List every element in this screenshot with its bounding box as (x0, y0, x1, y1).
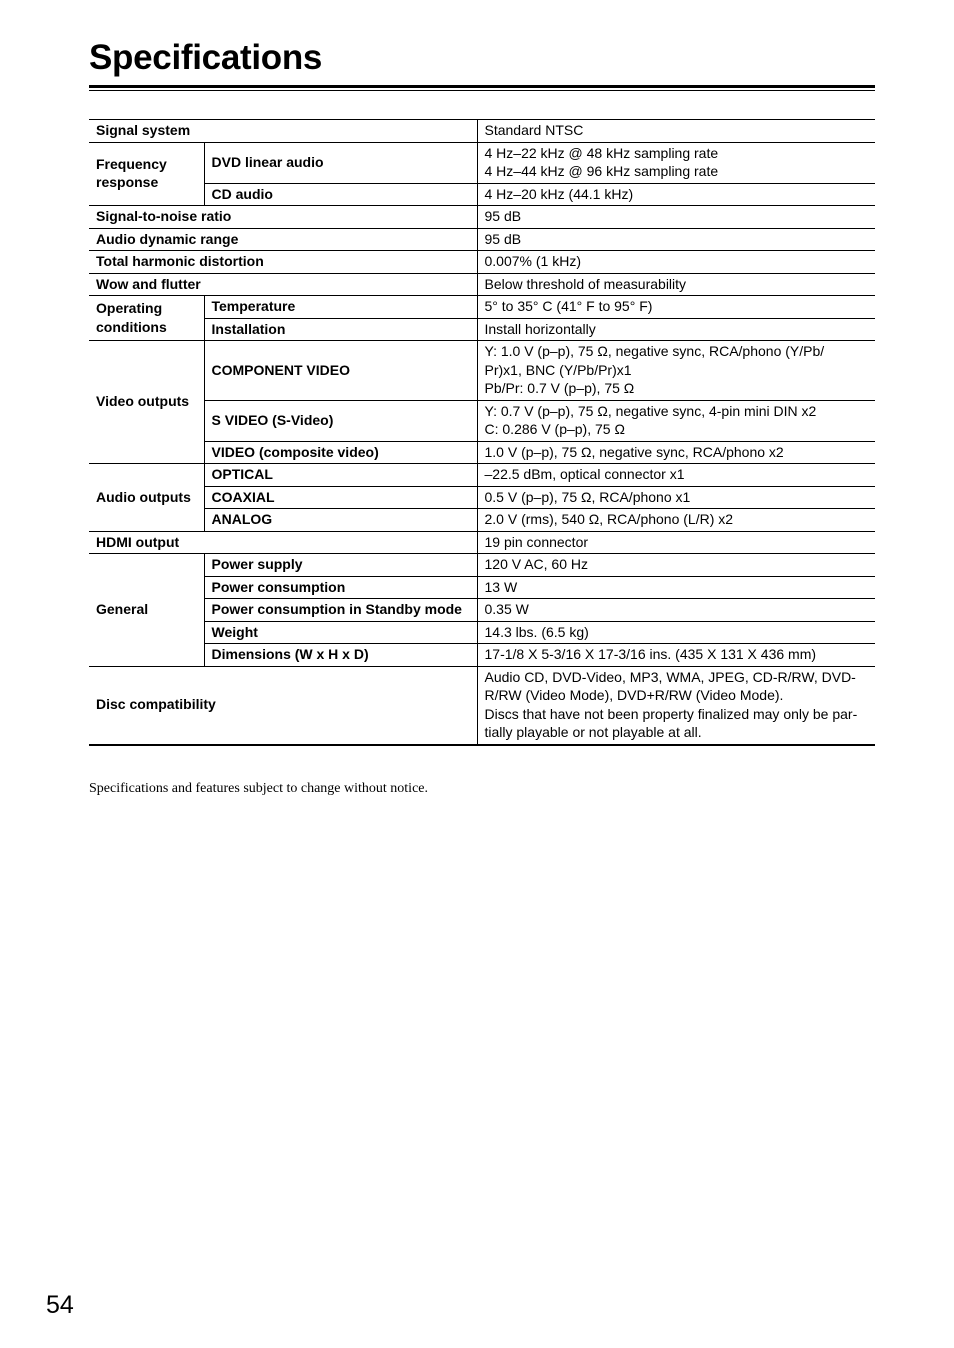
table-row (89, 400, 875, 441)
table-row (89, 621, 875, 644)
row-value (477, 142, 875, 183)
row-label: Wow and flutter (89, 273, 477, 296)
row-value: 19 pin connector (477, 531, 875, 554)
value-line: 4 Hz–44 kHz @ 96 kHz sampling rate (484, 163, 719, 179)
row-value: 120 V AC, 60 Hz (477, 554, 875, 577)
sub-label: Power supply (204, 554, 477, 577)
table-row (89, 486, 875, 509)
row-label: Disc compatibility (89, 666, 477, 745)
value-line: 4 Hz–22 kHz @ 48 kHz sampling rate (484, 144, 719, 161)
sub-label: Power consumption (204, 576, 477, 599)
value-line: Y: 0.7 V (p–p), 75 Ω, negative sync, 4-pin mini DIN x2 (484, 402, 817, 419)
table-row (89, 509, 875, 532)
row-value: –22.5 dBm, optical connector x1 (477, 464, 875, 487)
sub-label: Weight (204, 621, 477, 644)
sub-label: ANALOG (204, 509, 477, 532)
specifications-table (89, 119, 875, 746)
row-label: Audio outputs (89, 464, 204, 532)
table-row (89, 666, 875, 745)
table-row (89, 531, 875, 554)
sub-label: Temperature (204, 296, 477, 319)
row-value: Install horizontally (477, 318, 875, 341)
table-row (89, 599, 875, 622)
sub-label: Power consumption in Standby mode (204, 599, 477, 622)
value-line: Audio CD, DVD-Video, MP3, WMA, JPEG, CD-R/RW, DVD- (484, 668, 856, 685)
row-value: 0.35 W (477, 599, 875, 622)
row-value (477, 400, 875, 441)
table-row (89, 120, 875, 143)
value-line: tially playable or not playable at all. (484, 724, 702, 740)
table-row (89, 576, 875, 599)
table-row (89, 206, 875, 229)
row-value (477, 666, 875, 745)
row-label: Total harmonic distortion (89, 251, 477, 274)
table-row (89, 142, 875, 183)
table-row (89, 318, 875, 341)
row-value: 95 dB (477, 228, 875, 251)
value-line: Pr)x1, BNC (Y/Pb/Pr)x1 (484, 361, 632, 378)
table-row (89, 183, 875, 206)
row-value: Below threshold of measurability (477, 273, 875, 296)
table-row (89, 251, 875, 274)
row-value: 5° to 35° C (41° F to 95° F) (477, 296, 875, 319)
table-row (89, 341, 875, 401)
title-rule (89, 85, 875, 91)
row-value: 0.5 V (p–p), 75 Ω, RCA/phono x1 (477, 486, 875, 509)
row-value: 95 dB (477, 206, 875, 229)
row-label: HDMI output (89, 531, 477, 554)
sub-label: OPTICAL (204, 464, 477, 487)
row-value: Standard NTSC (477, 120, 875, 143)
row-label: General (89, 554, 204, 667)
sub-label: DVD linear audio (204, 142, 477, 183)
row-value: 1.0 V (p–p), 75 Ω, negative sync, RCA/phono x2 (477, 441, 875, 464)
row-label: Frequency response (89, 142, 204, 206)
table-row (89, 644, 875, 667)
value-line: R/RW (Video Mode), DVD+R/RW (Video Mode). (484, 687, 784, 703)
sub-label: CD audio (204, 183, 477, 206)
footnote: Specifications and features subject to change without notice. (89, 781, 429, 796)
row-value: 13 W (477, 576, 875, 599)
row-value: 17-1/8 X 5-3/16 X 17-3/16 ins. (435 X 131 X 436 mm) (477, 644, 875, 667)
row-label: Audio dynamic range (89, 228, 477, 251)
row-label: Video outputs (89, 341, 204, 464)
row-value: 14.3 lbs. (6.5 kg) (477, 621, 875, 644)
table-row (89, 273, 875, 296)
row-value: 0.007% (1 kHz) (477, 251, 875, 274)
table-row (89, 554, 875, 577)
page-number: 54 (46, 1291, 74, 1319)
sub-label: VIDEO (composite video) (204, 441, 477, 464)
row-value (477, 341, 875, 401)
value-line: Discs that have not been property finalized may only be par- (484, 705, 858, 722)
sub-label: S VIDEO (S-Video) (204, 400, 477, 441)
table-row (89, 228, 875, 251)
row-label: Signal-to-noise ratio (89, 206, 477, 229)
table-row (89, 296, 875, 319)
sub-label: COAXIAL (204, 486, 477, 509)
row-value: 4 Hz–20 kHz (44.1 kHz) (477, 183, 875, 206)
row-value: 2.0 V (rms), 540 Ω, RCA/phono (L/R) x2 (477, 509, 875, 532)
table-row (89, 441, 875, 464)
page-title: Specifications (89, 38, 323, 77)
table-row (89, 464, 875, 487)
sub-label: Dimensions (W x H x D) (204, 644, 477, 667)
sub-label: Installation (204, 318, 477, 341)
value-line: Pb/Pr: 0.7 V (p–p), 75 Ω (484, 380, 635, 396)
value-line: Y: 1.0 V (p–p), 75 Ω, negative sync, RCA/phono (Y/Pb/ (484, 343, 825, 359)
row-label: Operating conditions (89, 296, 204, 341)
value-line: C: 0.286 V (p–p), 75 Ω (484, 421, 625, 437)
sub-label: COMPONENT VIDEO (204, 341, 477, 401)
row-label: Signal system (89, 120, 477, 143)
